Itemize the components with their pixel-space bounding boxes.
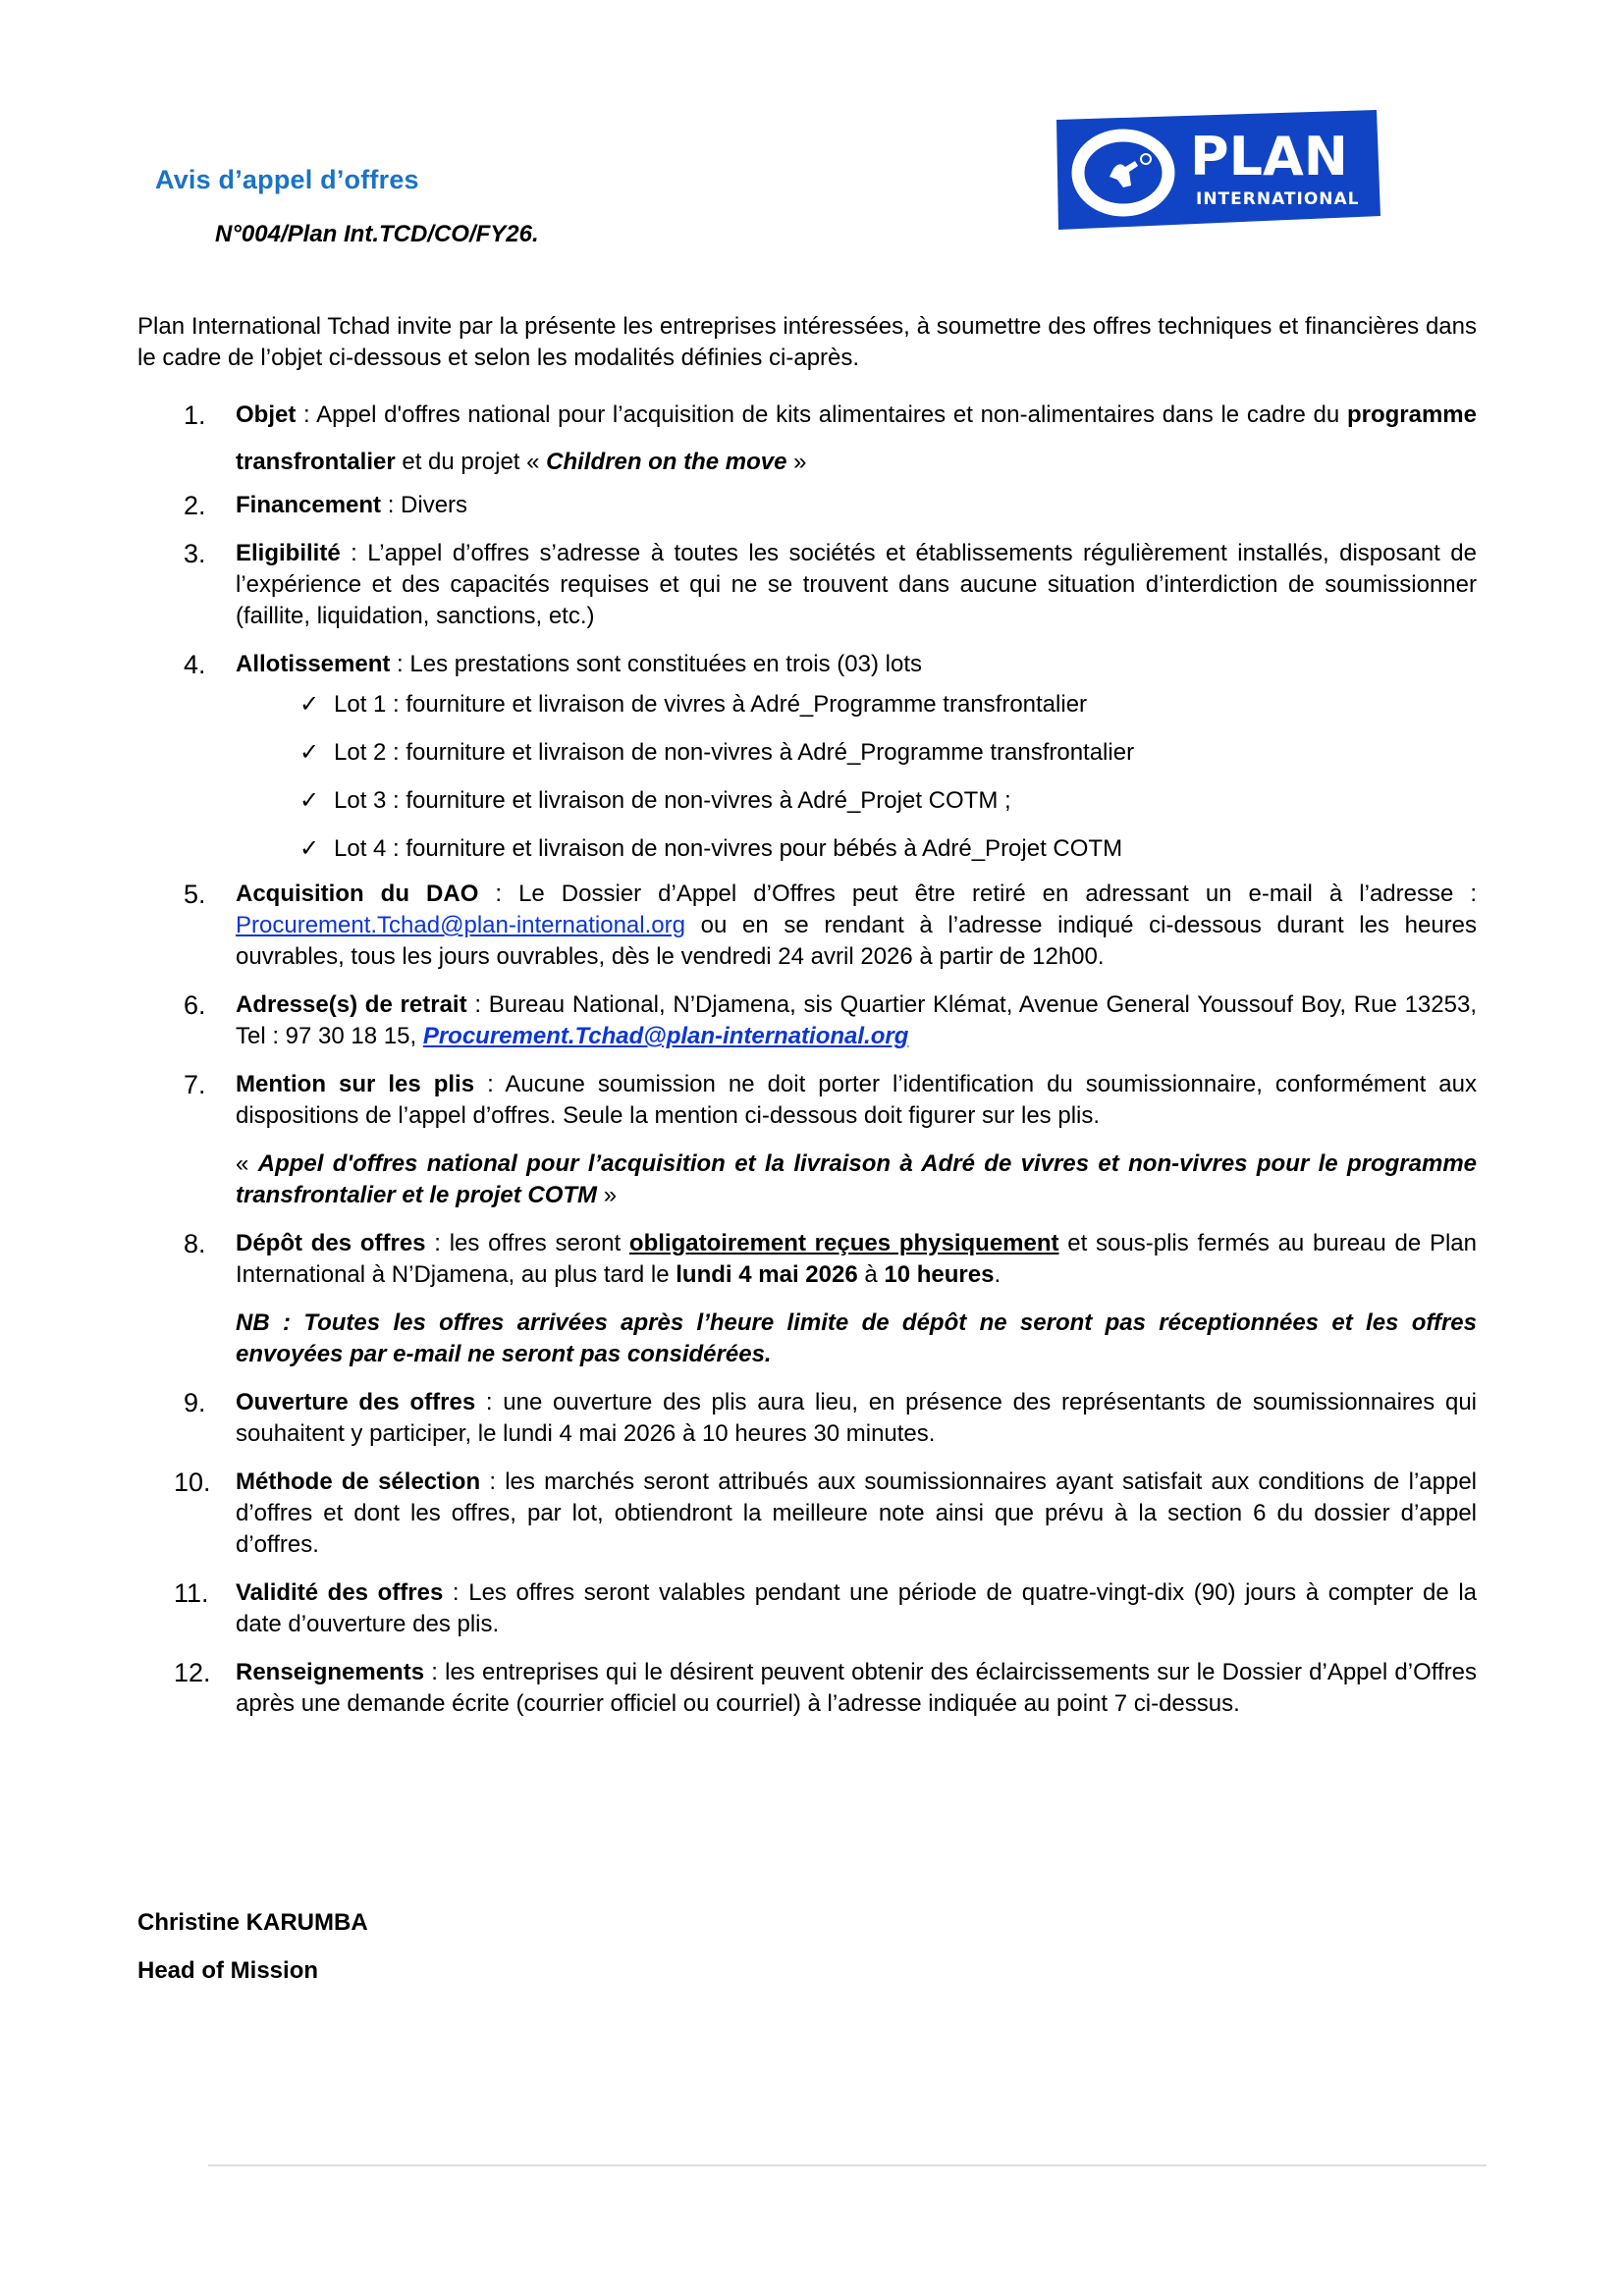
item-text: et du projet « [395, 449, 547, 475]
item-acquisition-dao [137, 879, 1477, 973]
item-text: : Divers [381, 492, 468, 518]
lot-text: Lot 4 : fourniture et livraison de non-vivres pour bébés à Adré_Projet COTM [334, 835, 1123, 862]
checkmark-icon: ✓ [299, 835, 320, 862]
item-label: Dépôt des offres [236, 1230, 426, 1256]
project-name: Children on the move [546, 449, 787, 475]
item-eligibilite [137, 538, 1477, 632]
item-text: : Aucune soumission ne doit porter l’identification du soumissionnaire, conformément aux dispositions de l’appel d’offres. Seule la mention ci-dessous doit figurer sur les plis. [236, 1071, 1477, 1129]
tender-reference: N°004/Plan Int.TCD/CO/FY26. [215, 221, 539, 247]
item-depot-offres [137, 1228, 1477, 1291]
item-text: : L’appel d’offres s’adresse à toutes les sociétés et établissements régulièrement installés, disposant de l’expérience et des capacités requises et qui ne se trouvent dans aucune situation d’interdiction de soumissionner (faillite, liquidation, sanctions, etc.) [236, 540, 1477, 629]
item-text: à [857, 1261, 885, 1288]
nb-notice: NB : Toutes les offres arrivées après l’heure limite de dépôt ne seront pas réceptionnées et les offres envoyées par e-mail ne seront pas considérées. [236, 1309, 1477, 1367]
item-objet [137, 392, 1477, 486]
logo-word-plan: PLAN [1190, 126, 1348, 187]
item-number: 6. [184, 990, 206, 1020]
intro-paragraph: Plan International Tchad invite par la présente les entreprises intéressées, à soumettre des offres techniques et financières dans le cadre de l’objet ci-dessous et selon les modalités définies ci-après. [137, 313, 1477, 371]
item-methode-selection [137, 1467, 1477, 1561]
item-label: Validité des offres [236, 1579, 444, 1606]
item-text: et sous-plis fermés au bureau de Plan International à N’Djamena, au plus tard le [236, 1230, 1477, 1288]
item-label: Ouverture des offres [236, 1389, 476, 1415]
item-number: 7. [184, 1070, 206, 1099]
item-number: 9. [184, 1388, 206, 1417]
procurement-email-link[interactable]: Procurement.Tchad@plan-international.org [236, 912, 685, 938]
deadline-time: 10 heures [884, 1261, 995, 1288]
item-label: Renseignements [236, 1659, 425, 1685]
item-text: . [994, 1261, 1001, 1288]
signatory-role: Head of Mission [137, 1957, 319, 1984]
item-label: Adresse(s) de retrait [236, 991, 467, 1018]
item-number: 5. [184, 880, 206, 909]
lot-item [137, 728, 1477, 776]
item-text: : les offres seront [425, 1230, 629, 1256]
item-label: Méthode de sélection [236, 1468, 481, 1495]
item-text: : les marchés seront attribués aux soumissionnaires ayant satisfait aux conditions de l’appel d’offres et dont les offres, par lot, obtiendront la meilleure note ainsi que prévu à la section 6 du dossier d’appel d’offres. [236, 1468, 1477, 1558]
item-text: » [786, 449, 807, 475]
footer-divider [208, 2164, 1487, 2166]
item-label: Acquisition du DAO [236, 881, 479, 907]
checkmark-icon: ✓ [299, 691, 320, 718]
item-text: : Appel d'offres national pour l’acquisition de kits alimentaires et non-alimentaires dans le cadre du [296, 401, 1347, 428]
checkmark-icon: ✓ [299, 787, 320, 814]
item-mention-plis [137, 1069, 1477, 1132]
logo-word-international: INTERNATIONAL [1196, 189, 1360, 209]
page-title: Avis d’appel d’offres [155, 165, 419, 194]
item-number: 12. [174, 1658, 211, 1687]
item-financement [137, 490, 1477, 521]
lot-item [137, 776, 1477, 825]
plan-international-logo [1053, 108, 1382, 232]
item-label: Mention sur les plis [236, 1071, 475, 1097]
item-number: 3. [184, 539, 206, 568]
item-bold-text: programme transfrontalier [236, 401, 1477, 475]
envelope-mention-quote [137, 1148, 1477, 1211]
underlined-requirement: obligatoirement reçues physiquement [628, 1230, 1059, 1256]
item-number: 8. [184, 1229, 206, 1258]
item-label: Allotissement [236, 651, 391, 677]
item-adresse-retrait [137, 989, 1477, 1052]
item-text: : Les offres seront valables pendant une période de quatre-vingt-dix (90) jours à compter de la date d’ouverture des plis. [236, 1579, 1478, 1637]
item-label: Financement [236, 492, 382, 518]
item-validite-offres [137, 1577, 1477, 1640]
item-label: Eligibilité [236, 540, 341, 566]
item-text: : Bureau National, N’Djamena, sis Quartier Klémat, Avenue General Youssouf Boy, Rue 13253, Tel : 97 30 18 15, [236, 991, 1477, 1049]
quote-mark: » [597, 1182, 618, 1208]
item-label: Objet [236, 401, 297, 428]
tender-items-list [137, 392, 1477, 1720]
item-number: 4. [184, 650, 206, 679]
quote-text: Appel d'offres national pour l’acquisition et la livraison à Adré de vivres et non-vivres pour le programme transfrontalier et le projet COTM [236, 1150, 1478, 1208]
item-ouverture-offres [137, 1387, 1477, 1450]
item-text: : une ouverture des plis aura lieu, en présence des représentants de soumissionnaires qui souhaitent y participer, le lundi 4 mai 2026 à 10 heures 30 minutes. [236, 1389, 1478, 1447]
deadline-date: lundi 4 mai 2026 [676, 1261, 858, 1288]
plan-logo-graphic [1053, 108, 1382, 232]
item-number: 11. [174, 1578, 209, 1608]
item-number: 1. [184, 400, 206, 430]
procurement-email-link[interactable]: Procurement.Tchad@plan-international.org [422, 1023, 909, 1049]
item-number: 2. [184, 491, 206, 520]
item-text: : Les prestations sont constituées en trois (03) lots [390, 651, 922, 677]
lot-text: Lot 2 : fourniture et livraison de non-vivres à Adré_Programme transfrontalier [334, 739, 1135, 766]
item-text: : les entreprises qui le désirent peuvent obtenir des éclaircissements sur le Dossier d’Appel d’Offres après une demande écrite (courrier officiel ou courriel) à l’adresse indiquée au point 7 ci-dessus. [236, 1659, 1477, 1717]
lots-list [137, 680, 1477, 873]
item-renseignements [137, 1657, 1477, 1720]
checkmark-icon: ✓ [299, 739, 320, 766]
signatory-name: Christine KARUMBA [137, 1909, 368, 1936]
item-number: 10. [174, 1468, 211, 1497]
quote-mark: « [236, 1150, 258, 1177]
lot-item [137, 825, 1477, 873]
item-allotissement [137, 649, 1477, 680]
lot-text: Lot 3 : fourniture et livraison de non-vivres à Adré_Projet COTM ; [334, 787, 1011, 814]
item-text: ou en se rendant à l’adresse indiqué ci-dessous durant les heures ouvrables, tous les jours ouvrables, dès le vendredi 24 avril 2026 à partir de 12h00. [236, 912, 1477, 970]
item-text: : Le Dossier d’Appel d’Offres peut être retiré en adressant un e-mail à l’adresse : [478, 881, 1478, 907]
lot-item [137, 680, 1477, 728]
lot-text: Lot 1 : fourniture et livraison de vivres à Adré_Programme transfrontalier [334, 691, 1088, 718]
